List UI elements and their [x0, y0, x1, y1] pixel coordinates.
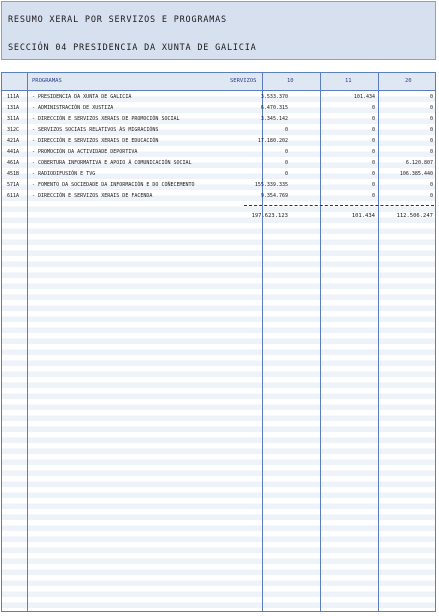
program-code: 451B [7, 171, 20, 177]
totals-row [2, 212, 435, 223]
value-10: 0 [284, 160, 288, 166]
program-name: - ADMINISTRACIÓN DE XUSTIZA [32, 105, 114, 111]
value-20: 6.120.807 [405, 160, 433, 166]
program-name: - FOMENTO DA SOCIEDADE DA INFORMACIÓN E DO COÑECEMENTO [32, 182, 195, 188]
table-row [2, 158, 435, 169]
table-row [2, 92, 435, 103]
column-header-10: 10 [287, 78, 294, 84]
value-20: 0 [429, 127, 433, 133]
table-row [2, 136, 435, 147]
value-11: 0 [371, 105, 375, 111]
total-20: 112.506.247 [396, 213, 433, 219]
column-header-servizos: SERVIZOS [230, 78, 257, 84]
table-row [2, 103, 435, 114]
program-name: - SERVIZOS SOCIAIS RELATIVOS ÁS MIGRACIÓNS [32, 127, 159, 133]
table-row [2, 125, 435, 136]
section-title: SECCIÓN 04 PRESIDENCIA DA XUNTA DE GALICIA [8, 43, 257, 53]
value-11: 0 [371, 149, 375, 155]
value-11: 0 [371, 138, 375, 144]
value-11: 0 [371, 182, 375, 188]
column-header-20: 20 [405, 78, 412, 84]
program-name: - PRESIDENCIA DA XUNTA DE GALICIA [32, 94, 132, 100]
value-10: 9.354.769 [260, 193, 288, 199]
value-20: 0 [429, 182, 433, 188]
table-row [2, 191, 435, 202]
value-10: 17.180.202 [257, 138, 288, 144]
value-20: 0 [429, 193, 433, 199]
program-code: 131A [7, 105, 20, 111]
program-code: 571A [7, 182, 20, 188]
program-code: 611A [7, 193, 20, 199]
value-10: 6.470.315 [260, 105, 288, 111]
table-header [2, 73, 435, 91]
program-name: - DIRECCIÓN E SERVIZOS XERAIS DE FACENDA [32, 193, 153, 199]
report-title: RESUMO XERAL POR SERVIZOS E PROGRAMAS [8, 15, 227, 25]
value-20: 0 [429, 116, 433, 122]
program-name: - DIRECCIÓN E SERVIZOS XERAIS DE EDUCACIÓN [32, 138, 159, 144]
value-11: 0 [371, 116, 375, 122]
program-name: - RADIODIFUSIÓN E TVG [32, 171, 96, 177]
program-code: 311A [7, 116, 20, 122]
program-name: - DIRECCIÓN E SERVIZOS XERAIS DE PROMOCIÓN SOCIAL [32, 116, 180, 122]
column-header-11: 11 [345, 78, 352, 84]
program-code: 421A [7, 138, 20, 144]
table-row [2, 114, 435, 125]
value-10: 3.345.142 [260, 116, 288, 122]
value-20: 0 [429, 105, 433, 111]
program-code: 111A [7, 94, 20, 100]
value-10: 3.533.370 [260, 94, 288, 100]
total-11: 101.434 [351, 213, 375, 219]
value-10: 0 [284, 171, 288, 177]
value-11: 0 [371, 193, 375, 199]
program-name: - PROMOCIÓN DA ACTIVIDADE DEPORTIVA [32, 149, 138, 155]
summary-table [1, 72, 436, 612]
value-20: 106.385.440 [399, 171, 433, 177]
value-11: 101.434 [353, 94, 375, 100]
table-row [2, 147, 435, 158]
report-header [1, 1, 436, 60]
value-11: 0 [371, 171, 375, 177]
value-20: 0 [429, 149, 433, 155]
program-code: 312C [7, 127, 20, 133]
total-10: 197.623.123 [251, 213, 288, 219]
value-10: 0 [284, 149, 288, 155]
table-row [2, 180, 435, 191]
program-code: 461A [7, 160, 20, 166]
column-header-programas: PROGRAMAS [32, 78, 62, 84]
total-separator [244, 205, 434, 206]
value-20: 0 [429, 138, 433, 144]
value-11: 0 [371, 160, 375, 166]
program-code: 441A [7, 149, 20, 155]
program-name: - COBERTURA INFORMATIVA E APOIO Á COMUNICACIÓN SOCIAL [32, 160, 192, 166]
value-10: 155.339.335 [254, 182, 288, 188]
table-row [2, 169, 435, 180]
value-20: 0 [429, 94, 433, 100]
value-11: 0 [371, 127, 375, 133]
value-10: 0 [284, 127, 288, 133]
